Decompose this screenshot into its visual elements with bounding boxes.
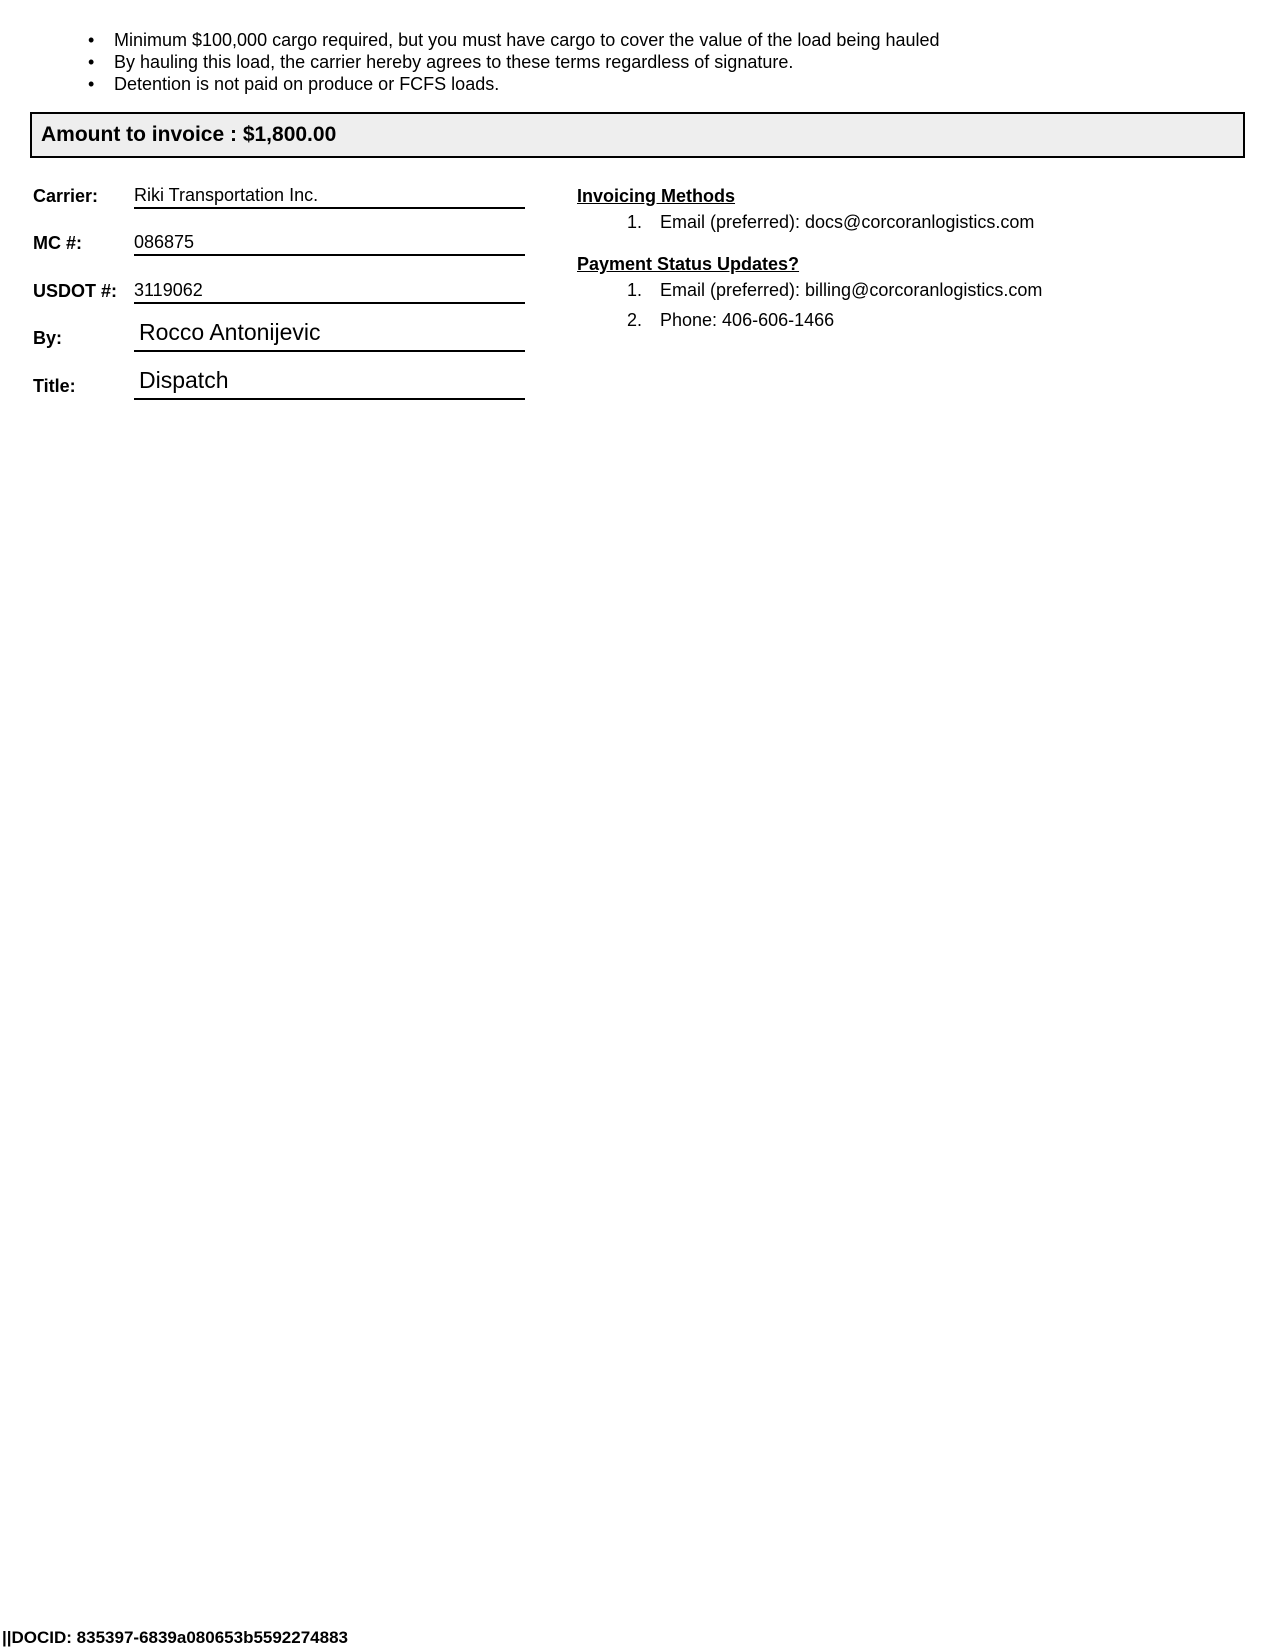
bullet-icon: •: [88, 52, 95, 72]
title-label: Title:: [33, 376, 76, 396]
amount-to-invoice: Amount to invoice : $1,800.00: [30, 112, 1245, 158]
terms-item: • Minimum $100,000 cargo required, but you must have cargo to cover the value of the load being hauled: [88, 30, 940, 50]
terms-item: • By hauling this load, the carrier hereby agrees to these terms regardless of signature.: [88, 52, 794, 72]
usdot-label: USDOT #:: [33, 281, 118, 301]
by-field[interactable]: Rocco Antonijevic: [134, 319, 525, 352]
title-field[interactable]: Dispatch: [134, 367, 525, 400]
bullet-icon: •: [88, 30, 95, 50]
terms-list: [88, 29, 940, 95]
terms-item: • Detention is not paid on produce or FCFS loads.: [88, 74, 500, 94]
mc-field[interactable]: 086875: [134, 232, 525, 256]
carrier-field[interactable]: Riki Transportation Inc.: [134, 185, 525, 209]
invoicing-method-item: 1. Email (preferred): docs@corcoranlogistics.com: [627, 212, 1035, 232]
bullet-icon: •: [88, 74, 95, 94]
usdot-field[interactable]: 3119062: [134, 280, 525, 304]
payment-status-heading: Payment Status Updates?: [577, 254, 800, 274]
carrier-label: Carrier:: [33, 186, 99, 206]
mc-label: MC #:: [33, 233, 82, 253]
by-label: By:: [33, 328, 63, 348]
invoicing-methods-heading: Invoicing Methods: [577, 186, 736, 206]
payment-status-item: 1. Email (preferred): billing@corcoranlogistics.com: [627, 280, 1043, 300]
doc-id: ||DOCID: 835397-6839a080653b5592274883: [2, 1628, 348, 1647]
payment-status-item: 2. Phone: 406-606-1466: [627, 310, 835, 330]
